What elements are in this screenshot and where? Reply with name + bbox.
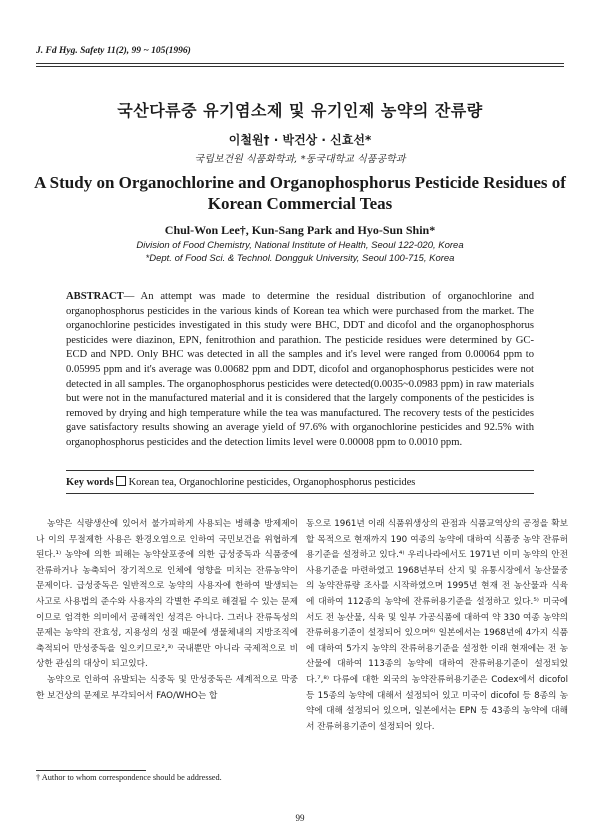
keywords <box>66 476 415 488</box>
affiliation-1: Division of Food Chemistry, National Institute of Health, Seoul 122-020, Korea <box>136 240 464 251</box>
paragraph: 농약은 식량생산에 있어서 불가피하게 사용되는 병해충 방제제이나 이의 무절제한 사용은 환경오염으로 인하여 국민보건을 위협하게 된다.¹⁾ 농약에 의한 피해는 농약살포중에 의한 급성중독과 식품중에 잔류하거나 농축되어 장기적으로 인체에 영향을 미치는 잔류농약이 문제이다. 급성중독은 일반적으로 농약의 사용자에 한하여 발생되는 사고로 사용법의 준수와 사용자의 각별한 주의로 해결될 수 있는 문제이므로 엄격한 의미에서 공해적인 성격은 아니다. 그러나 잔류독성의 문제는 농약의 잔효성, 지용성의 성질 때문에 생물체내의 지방조직에 축적되어 만성중독을 일으키므로²,³⁾ 국내뿐만 아니라 국제적으로 비상한 관심의 대상이 되고있다. <box>36 519 298 670</box>
abstract-label: ABSTRACT <box>66 291 124 302</box>
paragraph: 동으로 1961년 이래 식품위생상의 관점과 식품교역상의 공정을 확보할 목적으로 현재까지 190 여종의 농약에 대하여 식품중 농약 잔류허용기준을 설정하고 있다.⁴⁾ 우리나라에서도 1971년 이미 농약의 안전사용기준을 마련하였고 1968년부터 산지 및 유통시장에서 농산물중의 농약잔류량 조사를 시작하였으며 1995년 현재 전 농산물과 식육에 대하여 112종의 농약에 잔류허용기준을 설정하고 있다.⁵⁾ 미국에서도 전 농산물, 식육 및 일부 가공식품에 대하여 약 330 여종 농약의 잔류허용기준이 설정되어 있으며⁶⁾ 일본에서는 1968년에 4가지 식품에 대하여 5가지 농약의 잔류허용기준을 설정한 이래 현재에는 전 농산물에 대하여 113종의 농약에 대하여 잔류허용기준이 설정되었다.⁷,⁸⁾ 다류에 대한 외국의 농약잔류허용기준은 Codex에서 dicofol 등 15종의 농약에 대해서 설정되어 있고 미국이 dicofol 등 8종의 농약에 대해 설정되어 있으며, 일본에서는 EPN 등 43종의 농약에 대해서 잔류허용기준이 설정되어 있다. <box>306 519 568 732</box>
body-column-left <box>36 517 298 704</box>
footnote: † Author to whom correspondence should be addressed. <box>36 773 222 782</box>
english-title: A Study on Organochlorine and Organophosphorus Pesticide Residues of Korean Commercial Teas <box>34 173 566 213</box>
paragraph: 농약으로 인하여 유발되는 식중독 및 만성중독은 세계적으로 막중한 보건상의 문제로 부각되어서 FAO/WHO는 합 <box>36 674 298 701</box>
keywords-rule-top <box>66 470 534 471</box>
header-rule <box>36 63 564 64</box>
keywords-text: Korean tea, Organochlorine pesticides, Organophosphorus pesticides <box>128 477 416 488</box>
english-affiliations <box>0 240 600 265</box>
abstract <box>66 290 534 451</box>
page-number: 99 <box>295 813 305 823</box>
journal-reference: J. Fd Hyg. Safety 11(2), 99 ~ 105(1996) <box>36 46 191 56</box>
footnote-rule <box>36 770 146 771</box>
affiliation-2: *Dept. of Food Sci. & Technol. Dongguk University, Seoul 100-715, Korea <box>145 252 455 264</box>
korean-authors: 이철원† · 박건상 · 신효선* <box>228 133 372 147</box>
checkbox-square-icon <box>116 476 126 486</box>
keywords-rule-bottom <box>66 493 534 494</box>
keywords-label: Key words <box>66 477 114 488</box>
header-rule-2 <box>36 66 564 67</box>
body-column-right <box>306 517 568 735</box>
english-authors: Chul-Won Lee†, Kun-Sang Park and Hyo-Sun Shin* <box>164 223 436 237</box>
abstract-text: — An attempt was made to determine the residual distribution of organochlorine and organophosphorus pesticides in the various kinds of Korean tea which were purchased from the market. The organochlorine pesticides investigated in this study were BHC, DDT and dicofol and the organophosphorus pesticides were diazinon, EPN, fenitrothion and parathion. The pesticide residues were determined by GC-ECD and NPD. Only BHC was detected in all the samples and it's level were ranged from 0.00064 ppm to 0.05995 ppm and it's average was 0.00682 ppm and DDT, dicofol and organophosphorus pesticides were not detected in all samples. The organophosphorus pesticides were detected(0.0035~0.0983 ppm) in raw materials but were not in the manufactured material and it is considered that the largely components of the pesticides is removed by drying and high temperature while the tea was manufactured. The recovery tests of the pesticides gave satisfactory results showing an average yield of 97.6% with organochlorine pesticides and 92.5% with organophosphorus pesticides and the detection limits level were 0.00008 ppm to 0.0010 ppm. <box>66 291 534 448</box>
korean-affiliation: 국립보건원 식품화학과, *동국대학교 식품공학과 <box>194 154 406 165</box>
korean-title: 국산다류중 유기염소제 및 유기인제 농약의 잔류량 <box>117 101 483 120</box>
